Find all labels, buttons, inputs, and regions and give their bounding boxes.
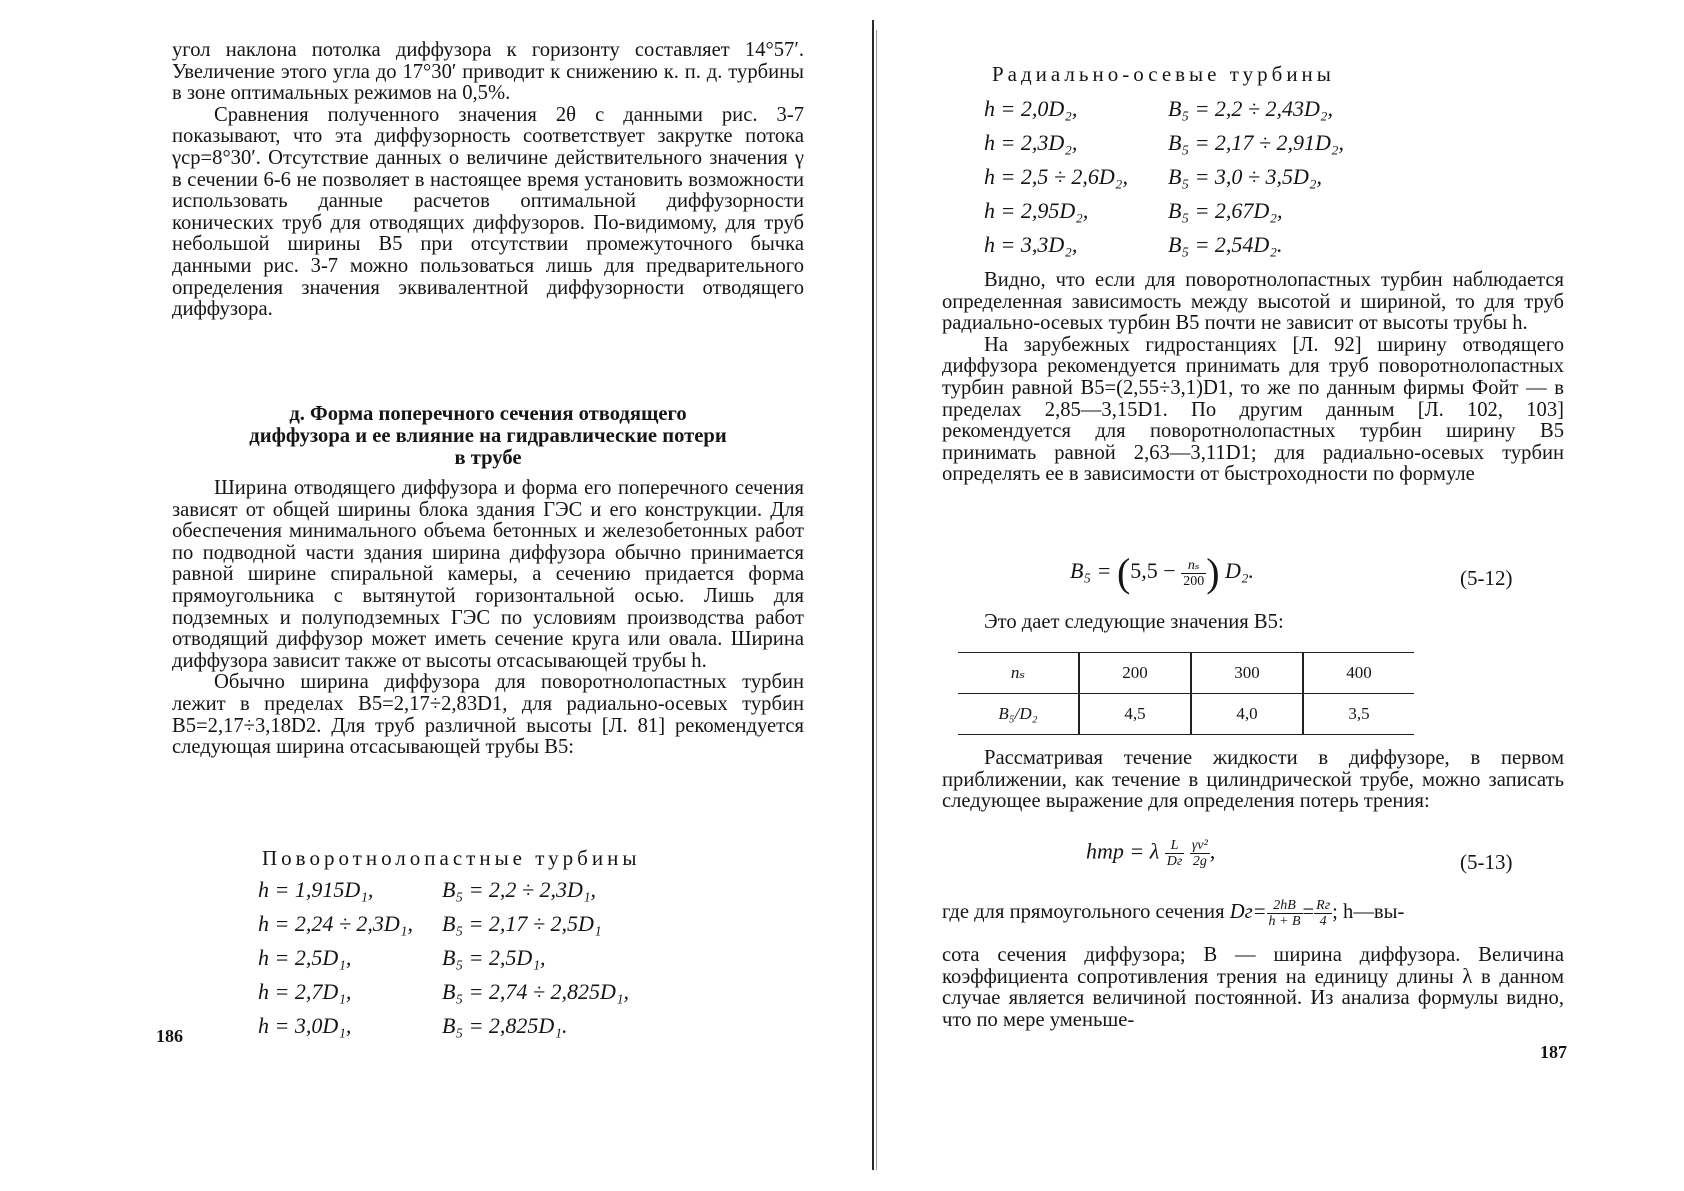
paren-close: ) bbox=[1206, 550, 1220, 595]
book-gutter bbox=[872, 20, 874, 1170]
formula-h: h = 2,7D₁, bbox=[258, 979, 352, 1004]
where-eq: = bbox=[1302, 901, 1315, 924]
formula-b: B₅ = 2,17 ÷ 2,5D₁ bbox=[442, 911, 602, 936]
frac-denominator: h + B bbox=[1268, 914, 1301, 929]
formula-row bbox=[258, 975, 629, 1009]
where-suffix: ; h—вы- bbox=[1332, 901, 1405, 924]
frac-numerator: γv² bbox=[1191, 838, 1208, 853]
equation-5-13 bbox=[1086, 838, 1215, 869]
formula-h: h = 2,95D₂, bbox=[984, 198, 1089, 223]
where-fraction-2 bbox=[1314, 898, 1332, 929]
page-number-left: 186 bbox=[156, 1026, 183, 1046]
eq2-lhs: hтр = λ bbox=[1086, 838, 1160, 864]
paragraph-width: Ширина отводящего диффузора и форма его поперечного сечения зависят от общей ширины блока здания ГЭС и его конструкции. Для обеспечения минимального объема бетонных и железобетонных работ по подводной части здания ширина диффузора обычно принимается равной ширине спиральной камеры, а сечению придается форма прямоугольника с вытянутой горизонтальной осью. Лишь для подземных и полуподземных ГЭС по условиям производства работ отводящий диффузор может иметь сечение круга или овала. Ширина диффузора зависит также от высоты отсасывающей трубы h. bbox=[172, 477, 804, 672]
eq1-lhs: B₅ = bbox=[1070, 558, 1117, 584]
paren-open: ( bbox=[1116, 550, 1131, 595]
formula-h: h = 3,0D₁, bbox=[258, 1013, 352, 1038]
right-page bbox=[880, 0, 1684, 1191]
table-cell: 200 bbox=[1079, 653, 1191, 694]
where-fraction-1 bbox=[1267, 898, 1303, 929]
paragraph-foreign: На зарубежных гидростанциях [Л. 92] ширину отводящего диффузора рекомендуется принимать для труб поворотнолопастных турбин равной B5=(2,55÷3,1)D1, то же по данным фирмы Фойт — в пределах 2,85—3,15D1. По другим данным [Л. 102, 103] рекомендуется для поворотнолопастных турбин ширину B5 принимать равной 2,63—3,11D1; для радиально-осевых турбин определять ее в зависимости от быстроходности по формуле bbox=[942, 333, 1564, 486]
table-row bbox=[958, 694, 1414, 735]
paragraph-last-wrap bbox=[942, 945, 1564, 1031]
where-dg: Dг= bbox=[1229, 901, 1267, 924]
table-cell: 3,5 bbox=[1303, 694, 1414, 735]
paragraph-usual: Обычно ширина диффузора для поворотнолопастных турбин лежит в пределах B5=2,17÷2,83D1, для радиально-осевых турбин B5=2,17÷3,18D2. Для труб различной высоты [Л. 81] рекомендуется следующая ширина отсасывающей трубы B5: bbox=[172, 671, 804, 759]
heading-line: диффузора и ее влияние на гидравлические потери bbox=[249, 425, 727, 447]
formula-row bbox=[984, 194, 1344, 228]
equation-5-12 bbox=[1070, 550, 1255, 595]
page-number-right: 187 bbox=[1540, 1042, 1567, 1062]
formula-row bbox=[258, 941, 629, 975]
equation-number-5-12: (5-12) bbox=[1460, 566, 1513, 590]
heading-line: д. Форма поперечного сечения отводящего bbox=[289, 403, 687, 425]
frac-numerator: L bbox=[1165, 838, 1185, 854]
caption-francis: Радиально-осевые турбины bbox=[992, 62, 1335, 86]
table-row bbox=[958, 653, 1414, 694]
formulas-kaplan bbox=[258, 873, 629, 1043]
formula-b: B₅ = 2,2 ÷ 2,3D₁, bbox=[442, 877, 597, 902]
formula-row bbox=[984, 160, 1344, 194]
frac-denominator: 200 bbox=[1183, 573, 1205, 589]
formula-h: h = 2,3D₂, bbox=[984, 130, 1078, 155]
formula-h: h = 2,5 ÷ 2,6D₂, bbox=[984, 164, 1128, 189]
formula-b: B₅ = 2,54D₂. bbox=[1168, 232, 1283, 257]
frac-numerator: 2hB bbox=[1267, 898, 1303, 914]
heading-line: в трубе bbox=[454, 447, 522, 469]
formula-h: h = 2,0D₂, bbox=[984, 96, 1078, 121]
where-line bbox=[942, 898, 1564, 929]
frac-numerator: Rг bbox=[1316, 898, 1331, 913]
formula-row bbox=[984, 228, 1344, 262]
formula-row bbox=[258, 873, 629, 907]
formula-b: B₅ = 2,2 ÷ 2,43D₂, bbox=[1168, 96, 1334, 121]
formula-b: B₅ = 2,825D₁. bbox=[442, 1013, 568, 1038]
table-cell-label: nₛ bbox=[958, 653, 1079, 694]
left-text-top bbox=[172, 40, 804, 321]
left-text-bottom bbox=[172, 478, 804, 759]
formulas-francis bbox=[984, 92, 1344, 262]
formula-b: B₅ = 2,67D₂, bbox=[1168, 198, 1283, 223]
eq2-fraction-1 bbox=[1165, 838, 1185, 869]
paragraph-gives-wrap bbox=[942, 612, 1564, 634]
values-table bbox=[958, 652, 1414, 735]
formula-b: B₅ = 2,17 ÷ 2,91D₂, bbox=[1168, 130, 1345, 155]
table-cell: 4,5 bbox=[1079, 694, 1191, 735]
where-prefix: где для прямоугольного сечения bbox=[942, 901, 1230, 924]
paragraph-gives: Это дает следующие значения B5: bbox=[984, 611, 1284, 633]
formula-h: h = 3,3D₂, bbox=[984, 232, 1078, 257]
formula-row bbox=[984, 126, 1344, 160]
eq1-tail: D₂. bbox=[1225, 558, 1255, 584]
formula-b: B₅ = 3,0 ÷ 3,5D₂, bbox=[1168, 164, 1323, 189]
table-cell: 4,0 bbox=[1191, 694, 1303, 735]
formula-row bbox=[258, 907, 629, 941]
frac-denominator: 2g bbox=[1192, 854, 1207, 869]
paragraph-compare: Сравнения полученного значения 2θ с данными рис. 3-7 показывают, что эта диффузорность соответствует закрутке потока γср=8°30′. Отсутствие данных о величине действительного значения γ в сечении 6-6 не позволяет в настоящее время установить возможности использовать данные расчетов оптимальной диффузорности конических труб для отводящих диффузоров. По-видимому, для труб небольшой ширины B5 при отсутствии промежуточного бычка данными рис. 3-7 можно пользоваться лишь для предварительного определения значения эквивалентной диффузорности отводящего диффузора. bbox=[172, 103, 804, 321]
table-cell: 400 bbox=[1303, 653, 1414, 694]
paragraph-flow-wrap bbox=[942, 748, 1564, 813]
equation-number-5-13: (5-13) bbox=[1460, 850, 1513, 874]
frac-denominator: Dг bbox=[1166, 854, 1183, 869]
frac-denominator: 4 bbox=[1319, 914, 1327, 929]
eq1-const: 5,5 − bbox=[1130, 558, 1176, 584]
right-text-top bbox=[942, 270, 1564, 486]
paragraph-last: сота сечения диффузора; B — ширина диффузора. Величина коэффициента сопротивления трения на единицу длины λ в данном случае является величиной постоянной. Из анализа формулы видно, что по мере уменьше- bbox=[942, 944, 1564, 1031]
caption-kaplan: Поворотнолопастные турбины bbox=[262, 846, 641, 870]
eq1-fraction bbox=[1181, 558, 1206, 589]
eq2-fraction-2 bbox=[1190, 838, 1210, 869]
gutter-shadow bbox=[876, 30, 877, 1170]
frac-numerator: nₛ bbox=[1181, 558, 1206, 574]
formula-h: h = 1,915D₁, bbox=[258, 877, 374, 902]
formula-b: B₅ = 2,74 ÷ 2,825D₁, bbox=[442, 979, 630, 1004]
formula-row bbox=[984, 92, 1344, 126]
paragraph-flow: Рассматривая течение жидкости в диффузоре, в первом приближении, как течение в цилиндрической трубе, можно записать следующее выражение для определения потерь трения: bbox=[942, 747, 1564, 813]
formula-h: h = 2,24 ÷ 2,3D₁, bbox=[258, 911, 413, 936]
formula-row bbox=[258, 1009, 629, 1043]
formula-b: B₅ = 2,5D₁, bbox=[442, 945, 546, 970]
formula-h: h = 2,5D₁, bbox=[258, 945, 352, 970]
section-heading bbox=[172, 403, 804, 469]
eq2-tail: , bbox=[1209, 838, 1216, 864]
paragraph-visible: Видно, что если для поворотнолопастных турбин наблюдается определенная зависимость между высотой и шириной, то для труб радиально-осевых турбин B5 почти не зависит от высоты трубы h. bbox=[942, 269, 1564, 335]
paragraph-continuation: угол наклона потолка диффузора к горизонту составляет 14°57′. Увеличение этого угла до 17°30′ приводит к снижению к. п. д. турбины в зоне оптимальных режимов на 0,5%. bbox=[172, 39, 804, 105]
table-cell-label: B₅/D₂ bbox=[958, 694, 1079, 735]
table-cell: 300 bbox=[1191, 653, 1303, 694]
